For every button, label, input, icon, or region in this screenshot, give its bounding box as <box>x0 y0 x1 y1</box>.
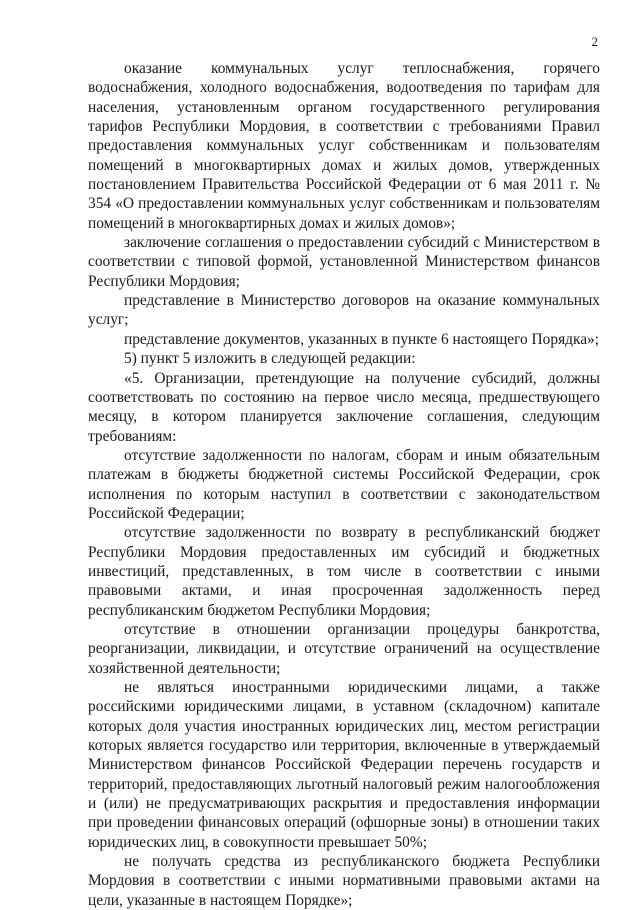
paragraph: отсутствие в отношении организации процедуры банкротства, реорганизации, ликвидации, и отсутствие ограничений на осуществление хозяйственной деятельности; <box>88 620 600 677</box>
paragraph: не являться иностранными юридическими лицами, а также российскими юридическими лицами, в уставном (складочном) капитале которых доля участия иностранных юридических лиц, местом регистрации которых является государство или территория, включенные в утверждаемый Министерством финансов Российской Федерации перечень государств и территорий, предоставляющих льготный налоговый режим налогообложения и (или) не предусматривающих раскрытия и предоставления информации при проведении финансовых операций (офшорные зоны) в отношении таких юридических лиц, в совокупности превышает 50%; <box>88 679 600 851</box>
paragraph: оказание коммунальных услуг теплоснабжения, горячего водоснабжения, холодного водоснабжения, водоотведения по тарифам для населения, установленным органом государственного регулирования тарифов Республики Мордовия, в соответствии с требованиями Правил предоставления коммунальных услуг собственникам и пользователям помещений в многоквартирных домах и жилых домов, утвержденных постановлением Правительства Российской Федерации от 6 мая 2011 г. № 354 «О предоставлении коммунальных услуг собственникам и пользователям помещений в многоквартирных домах и жилых домов»; <box>88 60 600 232</box>
paragraph: представление документов, указанных в пункте 6 настоящего Порядка»; <box>124 330 600 348</box>
document-body <box>88 59 600 910</box>
page-number: 2 <box>591 34 598 49</box>
paragraph: отсутствие задолженности по налогам, сборам и иным обязательным платежам в бюджеты бюджетной системы Российской Федерации, срок исполнения по которым наступил в соответствии с законодательством Российской Федерации; <box>88 446 600 522</box>
paragraph: отсутствие задолженности по возврату в республиканский бюджет Республики Мордовия предоставленных им субсидий и бюджетных инвестиций, представленных, в том числе в соответствии с иными правовыми актами, и иная просроченная задолженность перед республиканским бюджетом Республики Мордовия; <box>88 524 600 619</box>
paragraph: представление в Министерство договоров на оказание коммунальных услуг; <box>88 292 600 329</box>
paragraph: не получать средства из республиканского бюджета Республики Мордовия в соответствии с иными нормативными правовыми актами на цели, указанные в настоящем Порядке»; <box>88 853 600 909</box>
paragraph: «5. Организации, претендующие на получение субсидий, должны соответствовать по состоянию на первое число месяца, предшествующего месяцу, в котором планируется заключение соглашения, следующим требованиям: <box>88 369 600 445</box>
paragraph: 5) пункт 5 изложить в следующей редакции: <box>124 350 416 368</box>
paragraph: заключение соглашения о предоставлении субсидий с Министерством в соответствии с типовой формой, установленной Министерством финансов Республики Мордовия; <box>88 234 600 290</box>
